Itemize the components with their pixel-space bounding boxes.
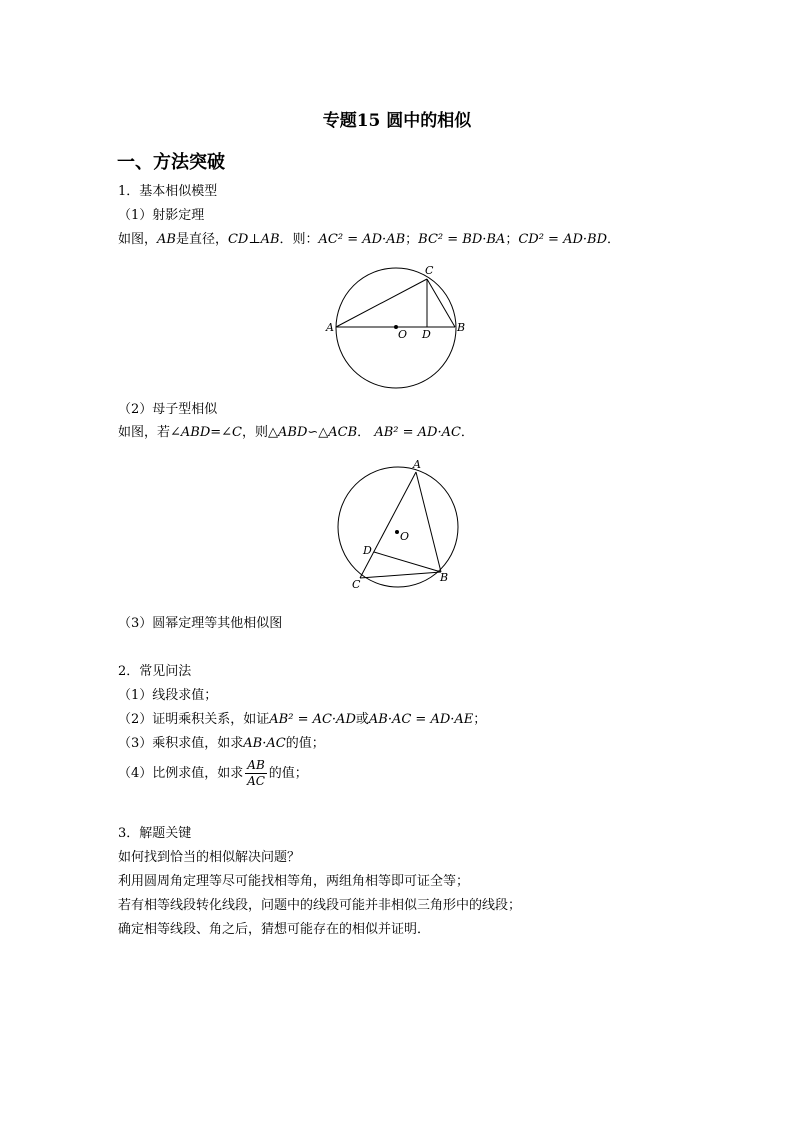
text: ． [460,425,474,440]
math: CD⊥AB [227,232,280,247]
math: AB·AC = AD·AE [368,712,474,727]
text: 如图， [118,232,158,247]
question-item-1: （1）线段求值； [118,688,218,703]
label-c: C [352,578,361,591]
heading-basic-models: 1．基本相似模型 [118,184,218,199]
label-d: D [422,328,431,341]
question-item-4 [118,758,308,789]
math: AB² = AD·AC [374,425,461,440]
text: （2）证明乘积关系，如证 [118,712,270,727]
text: 如图，若 [118,425,171,440]
text: ．则： [279,232,319,247]
question-item-2 [118,712,486,728]
text: ； [505,232,519,247]
heading-key-points: 3．解题关键 [118,826,192,841]
subheading-power-of-point: （3）圆幂定理等其他相似图 [118,616,283,631]
question-item-3 [118,736,325,752]
page-title: 专题15 圆中的相似 [322,111,472,131]
text: （3）乘积求值，如求 [118,736,244,751]
math: ∠ABD=∠C [170,425,243,440]
label-o: O [398,328,408,341]
text: ． [357,425,371,440]
text: ； [473,712,487,727]
key-point-4: 确定相等线段、角之后，猜想可能存在的相似并证明． [118,922,431,937]
math: △ABD∽△ACB [268,425,358,440]
text: 的值； [268,766,308,781]
center-point [395,530,399,534]
segment-bd [374,552,441,572]
text: ，则 [242,425,269,440]
text: 是直径， [175,232,228,247]
segment-ac [336,279,427,327]
math: BC² = BD·BA [418,232,506,247]
segment-ab [416,472,441,572]
subheading-mother-child-similarity: （2）母子型相似 [118,402,218,417]
label-b: B [457,321,466,334]
label-a: A [326,321,334,334]
denominator: AC [247,774,265,788]
label-o: O [400,530,410,543]
math: AB² = AC·AD [269,712,356,727]
numerator: AB [247,758,265,772]
label-a: A [413,458,421,471]
math: CD² = AD·BD [518,232,608,247]
section-heading-methods: 一、方法突破 [117,152,225,173]
text: ． [607,232,621,247]
heading-common-questions: 2．常见问法 [118,664,192,679]
key-point-3: 若有相等线段转化线段，问题中的线段可能并非相似三角形中的线段； [118,898,522,913]
projection-theorem-figure [322,258,472,400]
label-d: D [363,544,372,557]
label-c: C [425,264,434,277]
math: AB [157,232,176,247]
key-point-2: 利用圆周角定理等尽可能找相等角，两组角相等即可证全等； [118,874,470,889]
mother-child-statement [118,425,474,441]
projection-theorem-statement [118,232,620,248]
mother-child-figure [330,458,470,593]
text: ； [405,232,419,247]
key-point-1: 如何找到恰当的相似解决问题？ [118,850,301,865]
text: 或 [355,712,369,727]
label-b: B [440,571,449,584]
math: AB·AC [243,736,286,751]
text: 的值； [285,736,325,751]
fraction-ab-over-ac [245,758,266,789]
text: （4）比例求值，如求 [118,766,244,781]
subheading-projection-theorem: （1）射影定理 [118,208,205,223]
segment-bc [360,572,441,578]
math: AC² = AD·AB [318,232,406,247]
